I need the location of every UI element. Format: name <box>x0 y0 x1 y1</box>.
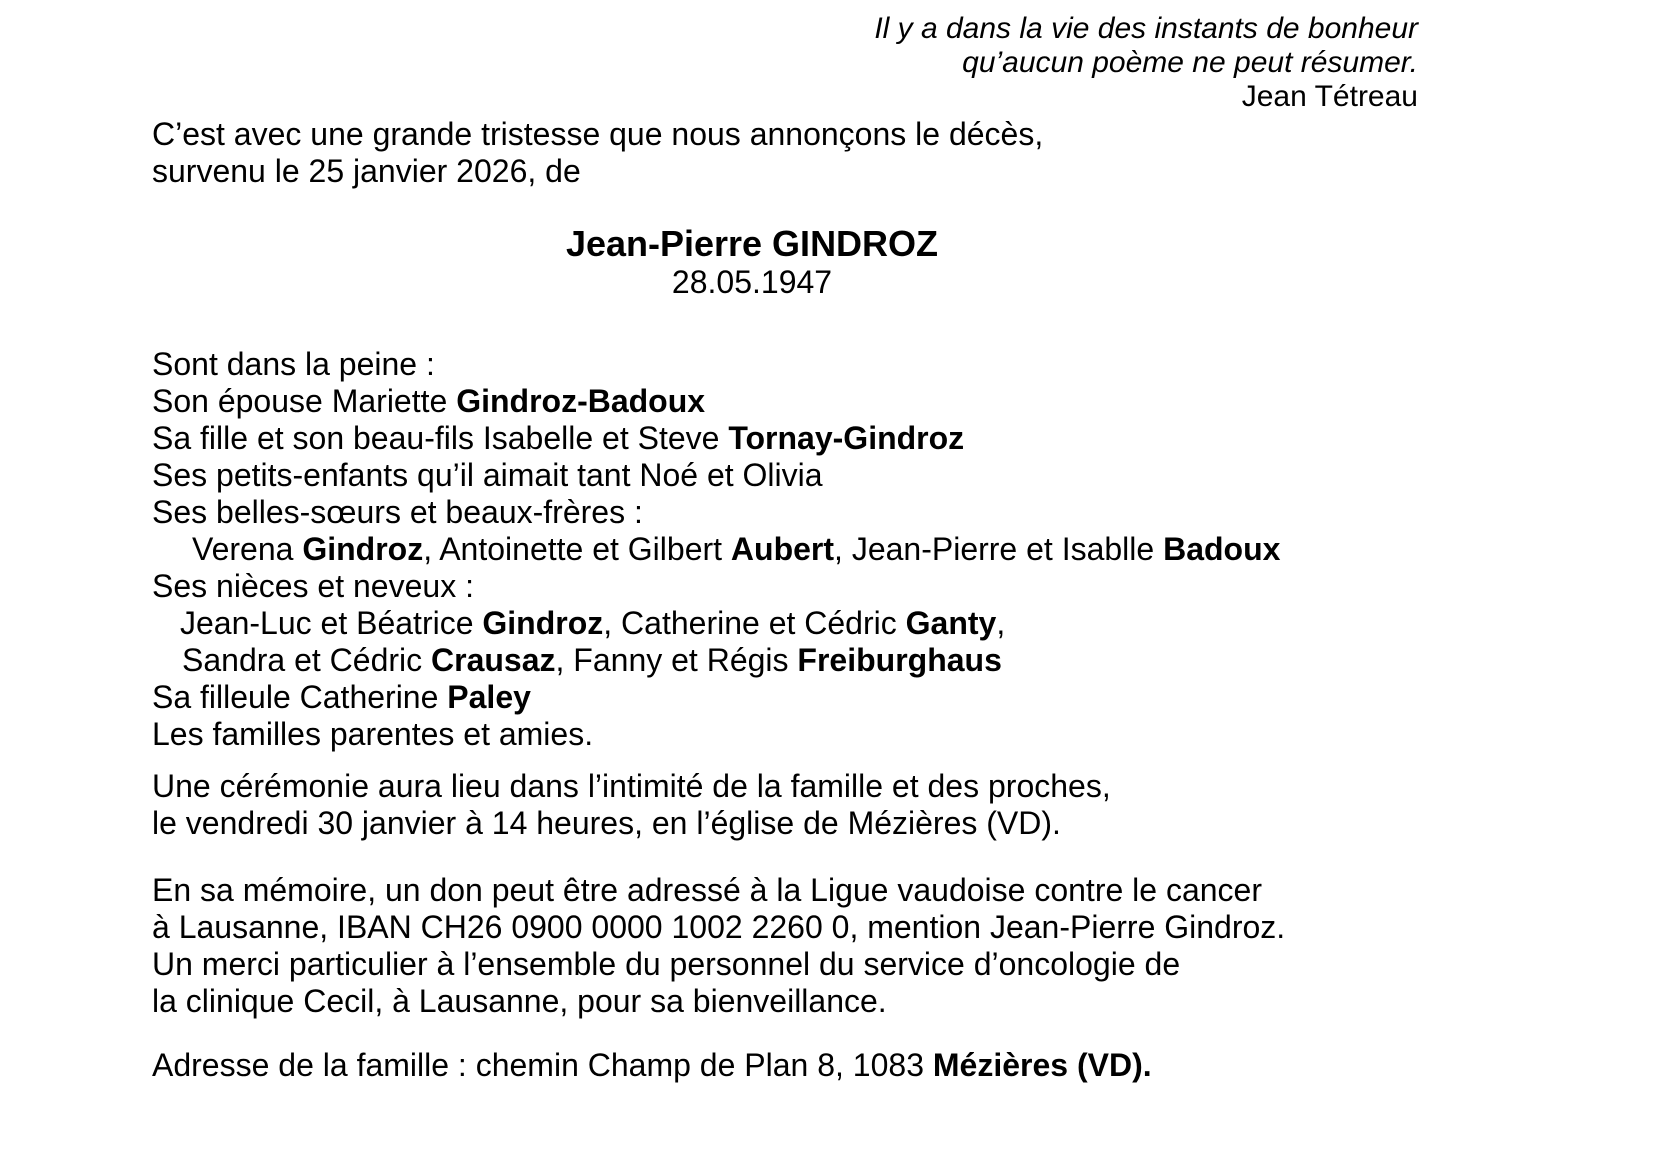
text-segment: Ses petits-enfants qu’il aimait tant Noé et Olivia <box>152 457 823 493</box>
text-line <box>152 1047 1654 1084</box>
text-line <box>152 383 1654 420</box>
text-line <box>152 983 1654 1020</box>
text-segment: le vendredi 30 janvier à 14 heures, en l’église de Mézières (VD). <box>152 805 1061 841</box>
text-segment: Sa fille et son beau-fils Isabelle et Steve <box>152 420 729 456</box>
text-segment: Paley <box>447 679 531 715</box>
epigraph-quote <box>0 0 1654 114</box>
text-segment: Sont dans la peine : <box>152 346 435 382</box>
deceased-name: Jean-Pierre GINDROZ <box>565 223 939 264</box>
text-line <box>152 872 1654 909</box>
text-line <box>152 494 1654 531</box>
donation-info <box>152 872 1654 1020</box>
text-line <box>152 346 1654 383</box>
text-segment: survenu le 25 janvier 2026, de <box>152 153 581 189</box>
text-segment: Gindroz <box>482 605 604 641</box>
text-line <box>152 457 1654 494</box>
text-line <box>152 805 1654 842</box>
text-segment: Ses belles-sœurs et beaux-frères : <box>152 494 643 530</box>
text-segment: Les familles parentes et amies. <box>152 716 594 752</box>
text-segment: Une cérémonie aura lieu dans l’intimité de la famille et des proches, <box>152 768 1111 804</box>
text-segment: Aubert <box>730 531 835 567</box>
text-segment: Il y a dans la vie des instants de bonheur <box>874 12 1418 45</box>
text-line <box>0 80 1418 114</box>
text-segment: qu’aucun poème ne peut résumer. <box>962 46 1418 79</box>
text-line <box>152 768 1654 805</box>
text-segment: , <box>996 605 1006 641</box>
text-line <box>152 946 1654 983</box>
text-line <box>152 605 1654 642</box>
text-segment: Tornay-Gindroz <box>728 420 965 456</box>
text-segment: Jean-Luc et Béatrice <box>180 605 483 641</box>
text-segment: Son épouse Mariette <box>152 383 457 419</box>
text-segment: Ses nièces et neveux : <box>152 568 474 604</box>
mourners-list <box>152 346 1654 753</box>
text-line <box>152 909 1654 946</box>
text-line <box>0 46 1418 80</box>
text-segment: En sa mémoire, un don peut être adressé à la Ligue vaudoise contre le cancer <box>152 872 1262 908</box>
family-address <box>152 1047 1654 1084</box>
text-segment: la clinique Cecil, à Lausanne, pour sa bienveillance. <box>152 983 887 1019</box>
text-line <box>0 12 1418 46</box>
death-announcement <box>152 116 1654 190</box>
text-segment: Verena <box>192 531 303 567</box>
text-line <box>152 153 1654 190</box>
text-segment: Sandra et Cédric <box>182 642 432 678</box>
deceased-block <box>152 223 1352 301</box>
text-segment: , Catherine et Cédric <box>603 605 906 641</box>
text-line <box>152 716 1654 753</box>
text-segment: Jean Tétreau <box>1241 80 1418 113</box>
text-segment: Badoux <box>1163 531 1281 567</box>
text-line <box>152 531 1654 568</box>
text-line <box>152 116 1654 153</box>
text-segment: C’est avec une grande tristesse que nous annonçons le décès, <box>152 116 1044 152</box>
text-segment: Gindroz-Badoux <box>456 383 706 419</box>
text-segment: Un merci particulier à l’ensemble du personnel du service d’oncologie de <box>152 946 1181 982</box>
text-segment: Sa filleule Catherine <box>152 679 448 715</box>
text-segment: à Lausanne, IBAN CH26 0900 0000 1002 2260 0, mention Jean-Pierre Gindroz. <box>152 909 1286 945</box>
text-segment: Freiburghaus <box>797 642 1002 678</box>
text-segment: Gindroz <box>302 531 424 567</box>
ceremony-info <box>152 768 1654 842</box>
text-segment: Adresse de la famille : chemin Champ de Plan 8, 1083 <box>152 1047 933 1083</box>
text-segment: , Jean-Pierre et Isablle <box>834 531 1164 567</box>
text-line <box>152 420 1654 457</box>
text-segment: , Fanny et Régis <box>555 642 798 678</box>
text-line <box>152 568 1654 605</box>
text-line <box>152 679 1654 716</box>
deceased-birth-date: 28.05.1947 <box>671 264 833 300</box>
text-line <box>152 642 1654 679</box>
text-segment: Mézières (VD). <box>932 1047 1152 1083</box>
text-segment: Ganty <box>905 605 997 641</box>
text-segment: , Antoinette et Gilbert <box>423 531 731 567</box>
text-segment: Crausaz <box>431 642 556 678</box>
